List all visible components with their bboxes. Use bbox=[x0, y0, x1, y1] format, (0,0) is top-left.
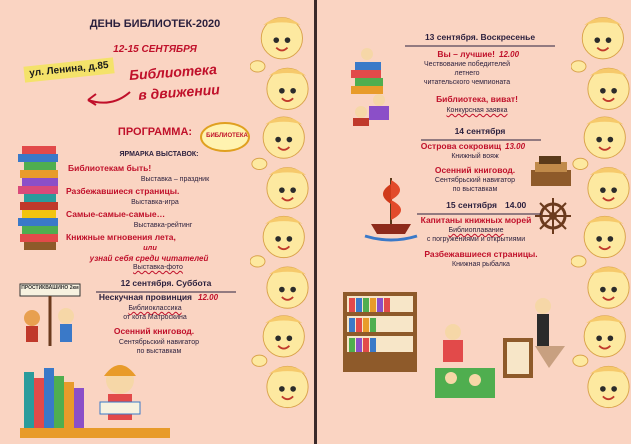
e4-title: Осенний книговод. bbox=[434, 165, 516, 175]
kids-border-illustration-right bbox=[571, 0, 631, 444]
library-badge bbox=[200, 122, 250, 152]
left-page bbox=[0, 0, 314, 444]
day2-heading: 13 сентября. Воскресенье bbox=[424, 32, 536, 42]
fair-heading: ЯРМАРКА ВЫСТАВОК: bbox=[119, 151, 199, 158]
day1-heading: 12 сентября. Суббота bbox=[120, 278, 212, 288]
day1-event2-title: Осенний книговод. bbox=[113, 326, 195, 336]
e1-sub2: летнего bbox=[454, 70, 480, 77]
kids-border-illustration bbox=[250, 0, 310, 444]
fair-item-1-sub: Выставка – праздник bbox=[140, 176, 210, 183]
day1-event1-sub2: от кота Матроскина bbox=[123, 314, 187, 321]
fair-item-2-title: Разбежавшиеся страницы. bbox=[66, 186, 180, 196]
day4-time: 14.00 bbox=[505, 200, 527, 210]
day1-event2-sub2: по выставкам bbox=[136, 348, 182, 355]
fair-item-4-sub: или bbox=[143, 243, 157, 252]
slogan-line-1: Библиотека bbox=[128, 60, 218, 84]
slogan-line-2: в движении bbox=[137, 81, 221, 103]
program-heading: ПРОГРАММА: bbox=[117, 126, 193, 138]
e1-time: 12.00 bbox=[499, 50, 520, 59]
day1-event2-sub1: Сентябрьский навигатор bbox=[118, 339, 200, 346]
book-stack-illustration bbox=[16, 142, 64, 260]
right-page bbox=[317, 0, 631, 444]
fair-item-2-sub: Выставка-игра bbox=[131, 199, 179, 206]
arrow-icon bbox=[82, 86, 132, 110]
library-badge-text: БИБЛИОТЕКА bbox=[206, 133, 248, 139]
event-dates: 12-15 СЕНТЯБРЯ bbox=[113, 44, 197, 55]
day1-event1-title: Нескучная провинция bbox=[98, 292, 192, 302]
day1-event1-sub1: Библиоклассика bbox=[128, 305, 182, 312]
fair-item-5-sub: Выставка-фото bbox=[133, 264, 183, 271]
day3-heading: 14 сентября bbox=[454, 126, 506, 136]
e3-sub: Книжный вояж bbox=[451, 153, 499, 160]
e5-title: Капитаны книжных морей bbox=[420, 215, 532, 225]
e2-title: Библиотека, виват! bbox=[436, 94, 518, 104]
reading-girl-illustration bbox=[20, 358, 220, 442]
e4-sub1: Сентябрьский навигатор bbox=[434, 177, 516, 184]
e5-sub1: Библиоплавание bbox=[448, 227, 504, 234]
sign-text: ПРОСТИКВАШИНО 2км bbox=[21, 285, 79, 291]
fair-item-3-title: Самые-самые-самые… bbox=[66, 209, 166, 219]
fair-item-5-title: узнай себя среди читателей bbox=[89, 254, 209, 263]
e4-sub2: по выставкам bbox=[452, 186, 498, 193]
fair-item-4-title: Книжные мгновения лета, bbox=[66, 232, 176, 242]
fair-item-1-title: Библиотекам быть! bbox=[68, 163, 152, 173]
day1-event1-time: 12.00 bbox=[198, 293, 219, 302]
treasure-books-illustration bbox=[527, 156, 575, 192]
kids-on-books-illustration bbox=[345, 42, 405, 128]
day4-heading: 15 сентября bbox=[446, 200, 497, 210]
e3-title: Острова сокровищ bbox=[420, 141, 501, 151]
e1-sub1: Чествование победителей bbox=[424, 61, 510, 68]
library-scene-illustration bbox=[343, 288, 573, 408]
fair-item-3-sub: Выставка-рейтинг bbox=[133, 222, 193, 229]
page-title: ДЕНЬ БИБЛИОТЕК-2020 bbox=[89, 18, 221, 30]
e6-title: Разбежавшиеся страницы. bbox=[424, 249, 538, 259]
e5-sub2: с погружениями и открытиями bbox=[426, 236, 526, 243]
e3-time: 13.00 bbox=[505, 142, 526, 151]
e6-sub: Книжная рыбалка bbox=[452, 261, 510, 268]
day2-heading-underline bbox=[405, 45, 555, 47]
e1-sub3: читательского чемпионата bbox=[423, 79, 511, 86]
address-label: ул. Ленина, д.85 bbox=[23, 57, 114, 82]
e1-title: Вы – лучшие! bbox=[437, 49, 495, 59]
e2-sub: Конкурсная заявка bbox=[446, 107, 508, 114]
